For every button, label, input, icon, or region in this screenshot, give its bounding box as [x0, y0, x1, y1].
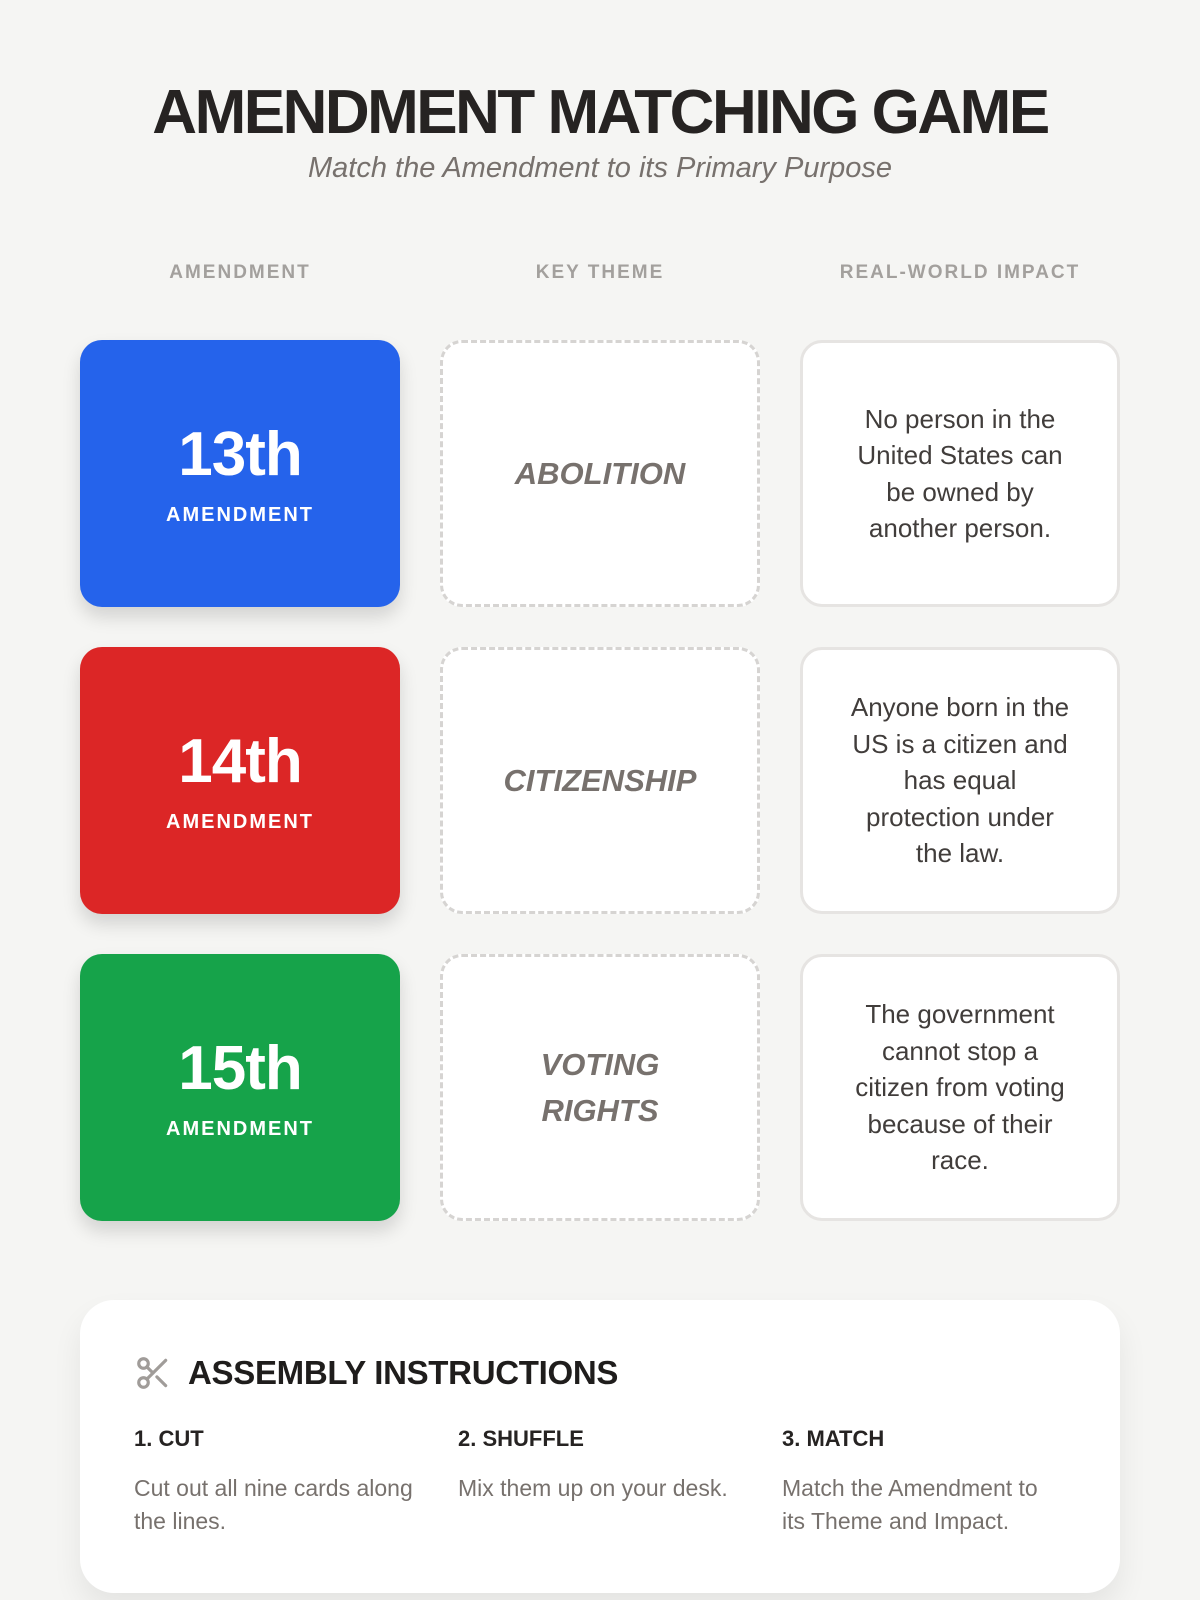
page-subtitle: Match the Amendment to its Primary Purpose	[308, 152, 892, 184]
amendment-label: AMENDMENT	[166, 1118, 314, 1140]
page-title: AMENDMENT MATCHING GAME	[152, 78, 1048, 147]
impact-text: The government cannot stop a citizen from voting because of their race.	[855, 999, 1065, 1176]
card-grid	[80, 340, 1120, 1221]
instruction-steps	[134, 1426, 1066, 1538]
step-title: 1. CUT	[134, 1426, 204, 1451]
amendment-label: AMENDMENT	[166, 504, 314, 526]
theme-text: CITIZENSHIP	[503, 762, 697, 798]
amendment-card-13th	[80, 340, 400, 607]
step-text: Cut out all nine cards along the lines.	[134, 1475, 413, 1534]
amendment-number: 14th	[178, 727, 302, 796]
step-title: 3. MATCH	[782, 1426, 885, 1451]
column-header-key-theme: KEY THEME	[535, 262, 665, 283]
amendment-card-15th	[80, 954, 400, 1221]
amendment-card-14th	[80, 647, 400, 914]
page-header	[0, 78, 1200, 186]
impact-card-13th	[800, 340, 1120, 607]
theme-text: VOTING RIGHTS	[540, 1046, 660, 1128]
step-text: Match the Amendment to its Theme and Impact.	[782, 1475, 1038, 1534]
assembly-instructions-panel	[80, 1300, 1120, 1593]
column-headers	[80, 262, 1120, 284]
theme-card-citizenship	[440, 647, 760, 914]
instructions-title: ASSEMBLY INSTRUCTIONS	[188, 1354, 619, 1391]
instructions-heading	[134, 1354, 1066, 1392]
step-text: Mix them up on your desk.	[458, 1475, 728, 1501]
column-header-impact: REAL-WORLD IMPACT	[839, 262, 1081, 283]
impact-text: Anyone born in the US is a citizen and has equal protection under the law.	[850, 692, 1070, 869]
step-shuffle	[458, 1426, 782, 1538]
theme-card-voting-rights	[440, 954, 760, 1221]
theme-text: ABOLITION	[514, 455, 686, 491]
amendment-number: 13th	[178, 420, 302, 489]
step-match	[782, 1426, 1082, 1538]
impact-card-15th	[800, 954, 1120, 1221]
step-title: 2. SHUFFLE	[458, 1426, 584, 1451]
amendment-number: 15th	[178, 1034, 302, 1103]
theme-card-abolition	[440, 340, 760, 607]
scissors-icon	[134, 1354, 172, 1392]
impact-text: No person in the United States can be owned by another person.	[857, 403, 1063, 543]
impact-card-14th	[800, 647, 1120, 914]
amendment-label: AMENDMENT	[166, 811, 314, 833]
step-cut	[134, 1426, 458, 1538]
column-header-amendment: AMENDMENT	[169, 262, 311, 283]
